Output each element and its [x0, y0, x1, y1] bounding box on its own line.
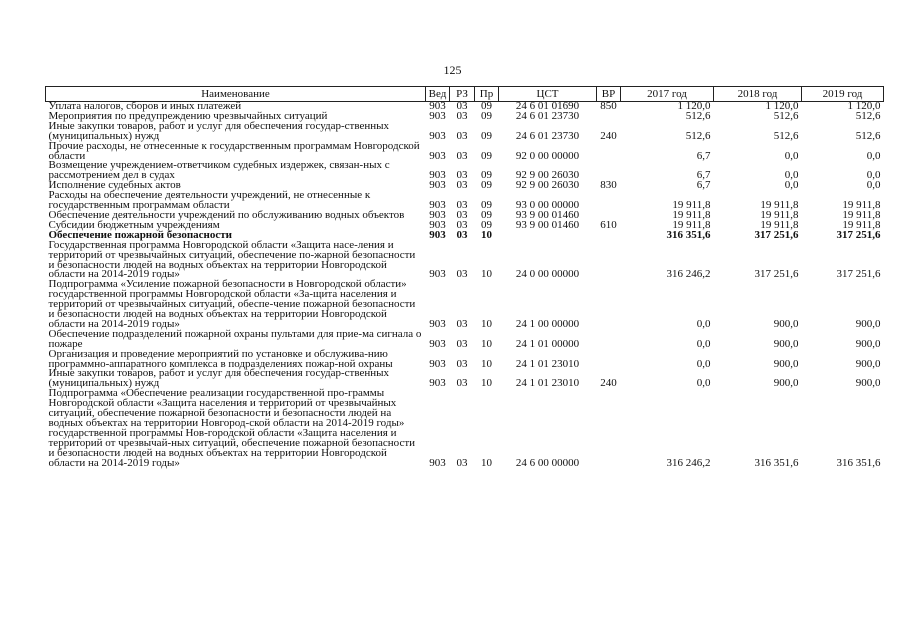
column-header-2019: 2019 год	[802, 87, 884, 102]
cell-name: Обеспечение пожарной безопасности	[48, 228, 233, 241]
cell-ved: 903	[429, 109, 446, 122]
cell-rz: 03	[456, 129, 468, 142]
cell-ved: 903	[429, 169, 446, 182]
cell-pr: 09	[481, 179, 492, 192]
cell-2017: 0,0	[696, 357, 711, 370]
cell-rz: 03	[456, 109, 468, 122]
cell-vr	[597, 241, 621, 281]
cell-name: Уплата налогов, сборов и иных платежей	[48, 100, 242, 112]
table-row	[46, 122, 884, 142]
cell-cst: 24 1 01 23010	[515, 357, 580, 370]
cell-pr: 10	[481, 377, 492, 390]
cell-ved: 903	[429, 100, 446, 112]
cell-vr: 610	[600, 218, 617, 231]
cell-2018: 0,0	[784, 179, 799, 192]
cell-2018: 19 911,8	[760, 218, 799, 231]
cell-name: Иные закупки товаров, работ и услуг для обеспечения государ-ственных (муниципальных) нужд	[48, 367, 390, 390]
cell-2019: 19 911,8	[842, 208, 881, 221]
cell-cst: 24 1 01 00000	[515, 337, 580, 350]
cell-cst: 24 1 01 23010	[515, 377, 580, 390]
cell-rz: 03	[456, 179, 468, 192]
cell-ved: 903	[429, 357, 446, 370]
column-header-2017: 2017 год	[621, 87, 714, 102]
column-header-vr: ВР	[597, 87, 621, 102]
cell-name: Мероприятия по предупреждению чрезвычайных ситуаций	[48, 109, 328, 122]
cell-2019: 0,0	[866, 169, 881, 182]
cell-rz: 03	[456, 377, 468, 390]
cell-pr: 09	[481, 218, 492, 231]
cell-ved: 903	[429, 129, 446, 142]
cell-2017: 6,7	[696, 179, 711, 192]
cell-2017: 19 911,8	[672, 208, 711, 221]
cell-rz: 03	[456, 218, 468, 231]
cell-2019: 317 251,6	[836, 268, 881, 281]
cell-vr	[597, 330, 621, 350]
cell-cst: 93 0 00 00000	[515, 199, 580, 212]
cell-cst: 24 1 00 00000	[515, 317, 580, 330]
cell-rz: 03	[456, 228, 468, 241]
cell-2019: 512,6	[855, 109, 881, 122]
cell-2018: 19 911,8	[760, 199, 799, 212]
cell-2017: 1 120,0	[677, 100, 711, 112]
cell-2017: 316 246,2	[666, 268, 711, 281]
cell-pr: 09	[481, 208, 492, 221]
cell-2019: 0,0	[866, 179, 881, 192]
cell-vr	[597, 112, 621, 122]
cell-2017: 0,0	[696, 337, 711, 350]
cell-rz: 03	[456, 268, 468, 281]
column-header-pr: Пр	[475, 87, 499, 102]
cell-cst: 24 6 01 01690	[515, 100, 580, 112]
cell-vr	[597, 191, 621, 211]
column-header-2018: 2018 год	[714, 87, 802, 102]
cell-2017: 0,0	[696, 317, 711, 330]
cell-2018: 900,0	[773, 337, 799, 350]
cell-ved: 903	[429, 377, 446, 390]
cell-2017: 0,0	[696, 377, 711, 390]
cell-2017: 6,7	[696, 169, 711, 182]
cell-pr: 10	[481, 456, 492, 469]
table-body	[46, 102, 884, 469]
cell-pr: 10	[481, 228, 492, 241]
cell-2019: 1 120,0	[847, 100, 881, 112]
cell-cst: 24 6 00 00000	[515, 456, 580, 469]
cell-name: Подпрограмма «Усиление пожарной безопасности в Новгородской области» государственной программы Новгородской области «За-щита населения и территорий от чрезвычайных ситуаций, обеспе-чение пожарной безопасности и безопасности людей на водных объектах на территории Новгородской области на 2014-2019 годы»	[48, 278, 416, 330]
column-header-ved: Вед	[426, 87, 450, 102]
cell-ved: 903	[429, 149, 446, 162]
cell-pr: 10	[481, 317, 492, 330]
cell-2018: 900,0	[773, 357, 799, 370]
column-header-rz: РЗ	[450, 87, 475, 102]
cell-2018: 0,0	[784, 169, 799, 182]
cell-2019: 900,0	[855, 317, 881, 330]
cell-2018: 1 120,0	[765, 100, 799, 112]
cell-vr	[597, 350, 621, 370]
cell-rz: 03	[456, 149, 468, 162]
cell-2017: 512,6	[685, 109, 711, 122]
cell-2019: 512,6	[855, 129, 881, 142]
cell-rz: 03	[456, 317, 468, 330]
cell-pr: 09	[481, 109, 492, 122]
cell-pr: 09	[481, 129, 492, 142]
cell-vr: 850	[600, 100, 617, 112]
cell-2018: 512,6	[773, 129, 799, 142]
cell-vr	[597, 142, 621, 162]
cell-cst: 93 9 00 01460	[515, 218, 580, 231]
cell-name: Иные закупки товаров, работ и услуг для обеспечения государ-ственных (муниципальных) нужд	[48, 119, 390, 142]
cell-pr: 09	[481, 199, 492, 212]
cell-vr: 240	[600, 377, 617, 390]
cell-cst	[499, 231, 597, 241]
cell-ved: 903	[429, 456, 446, 469]
cell-name: Возмещение учреждением-ответчиком судебных издержек, связан-ных с рассмотрением дел в судах	[48, 159, 390, 182]
cell-2017: 316 351,6	[666, 228, 711, 241]
cell-name: Государственная программа Новгородской области «Защита насе-ления и территорий от чрезвычайных ситуаций, обеспечение по-жарной безопасности и безопасности людей на водных объектах на территории Новгородской области на 2014-2019 годы»	[48, 238, 416, 281]
cell-2019: 900,0	[855, 357, 881, 370]
cell-2018: 0,0	[784, 149, 799, 162]
cell-2019: 19 911,8	[842, 199, 881, 212]
cell-pr: 09	[481, 149, 492, 162]
page-number: 125	[443, 63, 462, 77]
cell-2018: 317 251,6	[754, 268, 799, 281]
cell-vr: 240	[600, 129, 617, 142]
cell-name: Прочие расходы, не отнесенные к государственным программам Новгородской области	[48, 139, 420, 162]
cell-2018: 317 251,6	[754, 228, 799, 241]
cell-ved: 903	[429, 228, 446, 241]
cell-2017: 6,7	[696, 149, 711, 162]
cell-ved: 903	[429, 199, 446, 212]
cell-name: Подпрограмма «Обеспечение реализации государственной про-граммы Новгородской области «Защита населения и территорий от чрезвычайных ситуаций, обеспечение пожарной безопасности и безопасности людей на водных объектах на территории Новгород-ской области на 2014-2019 годы» государственной программы Нов-городской области «Защита населения и территорий от чрезвычай-ных ситуаций, обеспечение пожарной безопасности и безопасности людей на водных объектах на территории Новгородской области на 2014-2019 годы»	[48, 387, 416, 469]
table-row	[46, 191, 884, 211]
cell-name: Организация и проведение мероприятий по установке и обслужива-нию программно-аппаратного комплекса в подразделениях пожар-ной охраны	[48, 347, 393, 370]
cell-ved: 903	[429, 218, 446, 231]
cell-pr: 10	[481, 337, 492, 350]
table-row	[46, 330, 884, 350]
cell-ved: 903	[429, 317, 446, 330]
cell-2018: 900,0	[773, 377, 799, 390]
cell-name: Расходы на обеспечение деятельности учреждений, не отнесенные к государственным программам области	[48, 189, 371, 212]
cell-pr: 09	[481, 169, 492, 182]
table-row	[46, 389, 884, 468]
cell-2018: 316 351,6	[754, 456, 799, 469]
cell-2019: 317 251,6	[836, 228, 881, 241]
cell-ved: 903	[429, 179, 446, 192]
cell-name: Обеспечение подразделений пожарной охраны пультами для прие-ма сигнала о пожаре	[48, 327, 422, 350]
cell-ved: 903	[429, 268, 446, 281]
cell-rz: 03	[456, 456, 468, 469]
cell-rz: 03	[456, 169, 468, 182]
cell-cst: 92 0 00 00000	[515, 149, 580, 162]
cell-2019: 900,0	[855, 377, 881, 390]
cell-cst: 24 0 00 00000	[515, 268, 580, 281]
cell-name: Субсидии бюджетным учреждениям	[48, 218, 220, 231]
cell-2018: 900,0	[773, 317, 799, 330]
cell-pr: 10	[481, 268, 492, 281]
budget-table	[45, 86, 884, 469]
cell-vr	[597, 231, 621, 241]
cell-2018: 512,6	[773, 109, 799, 122]
cell-name: Исполнение судебных актов	[48, 179, 181, 192]
cell-rz: 03	[456, 337, 468, 350]
cell-2019: 316 351,6	[836, 456, 881, 469]
cell-vr	[597, 280, 621, 330]
cell-cst: 92 9 00 26030	[515, 179, 580, 192]
cell-2017: 19 911,8	[672, 199, 711, 212]
cell-cst: 92 9 00 26030	[515, 169, 580, 182]
cell-name: Обеспечение деятельности учреждений по обслуживанию водных объектов	[48, 208, 405, 221]
column-header-cst: ЦСТ	[499, 87, 597, 102]
cell-ved: 903	[429, 337, 446, 350]
cell-2017: 316 246,2	[666, 456, 711, 469]
table-row	[46, 241, 884, 281]
cell-rz: 03	[456, 100, 468, 112]
cell-rz: 03	[456, 208, 468, 221]
cell-rz: 03	[456, 357, 468, 370]
cell-pr: 10	[481, 357, 492, 370]
cell-rz: 03	[456, 199, 468, 212]
cell-vr: 830	[600, 179, 617, 192]
cell-vr	[597, 389, 621, 468]
table-row	[46, 280, 884, 330]
column-header-name: Наименование	[46, 87, 426, 102]
cell-2019: 900,0	[855, 337, 881, 350]
cell-2019: 19 911,8	[842, 218, 881, 231]
cell-2017: 512,6	[685, 129, 711, 142]
cell-pr: 09	[481, 100, 492, 112]
cell-2017: 19 911,8	[672, 218, 711, 231]
cell-2018: 19 911,8	[760, 208, 799, 221]
cell-cst: 24 6 01 23730	[515, 129, 580, 142]
cell-2019: 0,0	[866, 149, 881, 162]
cell-cst: 93 9 00 01460	[515, 208, 580, 221]
cell-cst: 24 6 01 23730	[515, 109, 580, 122]
cell-ved: 903	[429, 208, 446, 221]
